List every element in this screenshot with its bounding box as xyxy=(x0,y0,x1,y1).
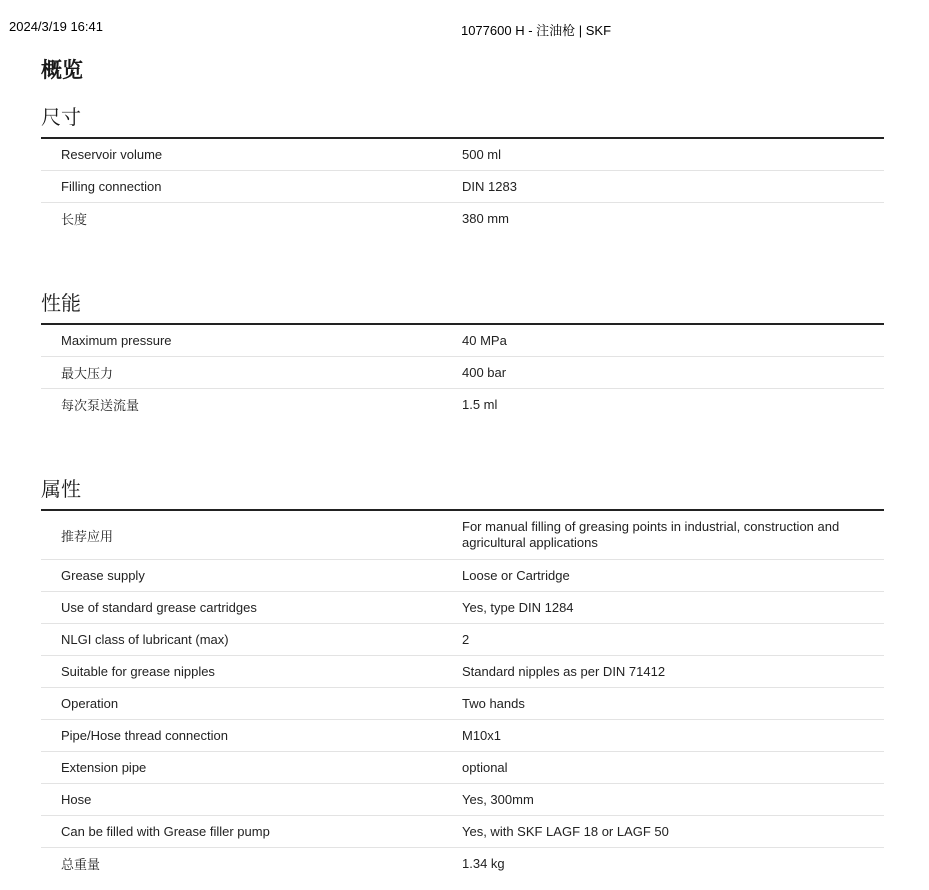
section-title-properties: 属性 xyxy=(41,479,81,501)
spec-value: Yes, with SKF LAGF 18 or LAGF 50 xyxy=(462,823,669,839)
spec-row xyxy=(41,389,884,420)
spec-label: 每次泵送流量 xyxy=(61,398,140,413)
section-gap xyxy=(41,234,884,290)
spec-row xyxy=(41,848,884,879)
spec-content xyxy=(41,52,884,879)
spec-value: M10x1 xyxy=(462,727,502,743)
section-title-dimensions: 尺寸 xyxy=(41,107,81,129)
spec-label: 推荐应用 xyxy=(61,528,114,544)
spec-row xyxy=(41,203,884,234)
spec-value: For manual filling of greasing points in industrial, construction and agricultural applications xyxy=(462,519,840,550)
print-page-title: 1077600 H - 注油枪 | SKF xyxy=(460,23,612,38)
spec-row xyxy=(41,592,884,624)
spec-label: Pipe/Hose thread connection xyxy=(61,728,228,743)
spec-value: optional xyxy=(462,759,508,775)
section-title-performance: 性能 xyxy=(41,293,81,315)
section-properties xyxy=(41,476,884,879)
section-performance xyxy=(41,290,884,420)
spec-value: 400 bar xyxy=(462,364,507,380)
spec-label: Filling connection xyxy=(61,179,162,194)
spec-label: Maximum pressure xyxy=(61,333,172,348)
spec-row xyxy=(41,688,884,720)
spec-value: 40 MPa xyxy=(462,332,507,348)
print-header xyxy=(0,19,929,37)
spec-value: Two hands xyxy=(462,695,525,711)
spec-label: 长度 xyxy=(61,212,88,227)
spec-row xyxy=(41,624,884,656)
spec-value: Loose or Cartridge xyxy=(462,567,570,583)
spec-label: Operation xyxy=(61,696,119,711)
spec-row xyxy=(41,784,884,816)
spec-row xyxy=(41,656,884,688)
spec-value: 500 ml xyxy=(462,146,502,162)
section-dimensions xyxy=(41,86,884,234)
spec-table-dimensions xyxy=(41,137,884,234)
spec-value: 1.34 kg xyxy=(462,855,505,871)
spec-label: Can be filled with Grease filler pump xyxy=(61,824,270,839)
spec-row xyxy=(41,171,884,203)
spec-value: DIN 1283 xyxy=(462,178,517,194)
spec-row xyxy=(41,325,884,357)
spec-row xyxy=(41,816,884,848)
spec-row xyxy=(41,560,884,592)
spec-label: NLGI class of lubricant (max) xyxy=(61,632,229,647)
spec-row xyxy=(41,511,884,560)
spec-label: Suitable for grease nipples xyxy=(61,664,215,679)
spec-row xyxy=(41,752,884,784)
spec-label: 总重量 xyxy=(61,857,101,872)
spec-row xyxy=(41,720,884,752)
spec-label: Hose xyxy=(61,792,92,807)
spec-table-properties xyxy=(41,509,884,879)
spec-label: Grease supply xyxy=(61,568,145,583)
spec-value: Standard nipples as per DIN 71412 xyxy=(462,663,666,679)
spec-label: Extension pipe xyxy=(61,760,147,775)
spec-row xyxy=(41,357,884,389)
spec-value: 2 xyxy=(462,631,470,647)
spec-label: Use of standard grease cartridges xyxy=(61,600,257,615)
spec-row xyxy=(41,139,884,171)
spec-value: Yes, type DIN 1284 xyxy=(462,599,574,615)
spec-label: 最大压力 xyxy=(61,366,114,381)
spec-value: 1.5 ml xyxy=(462,396,498,412)
page-title: 概览 xyxy=(41,59,83,82)
spec-label: Reservoir volume xyxy=(61,147,163,162)
print-date: 2024/3/19 16:41 xyxy=(9,19,103,34)
spec-value: Yes, 300mm xyxy=(462,791,534,807)
section-gap xyxy=(41,420,884,476)
spec-value: 380 mm xyxy=(462,210,509,226)
spec-table-performance xyxy=(41,323,884,420)
